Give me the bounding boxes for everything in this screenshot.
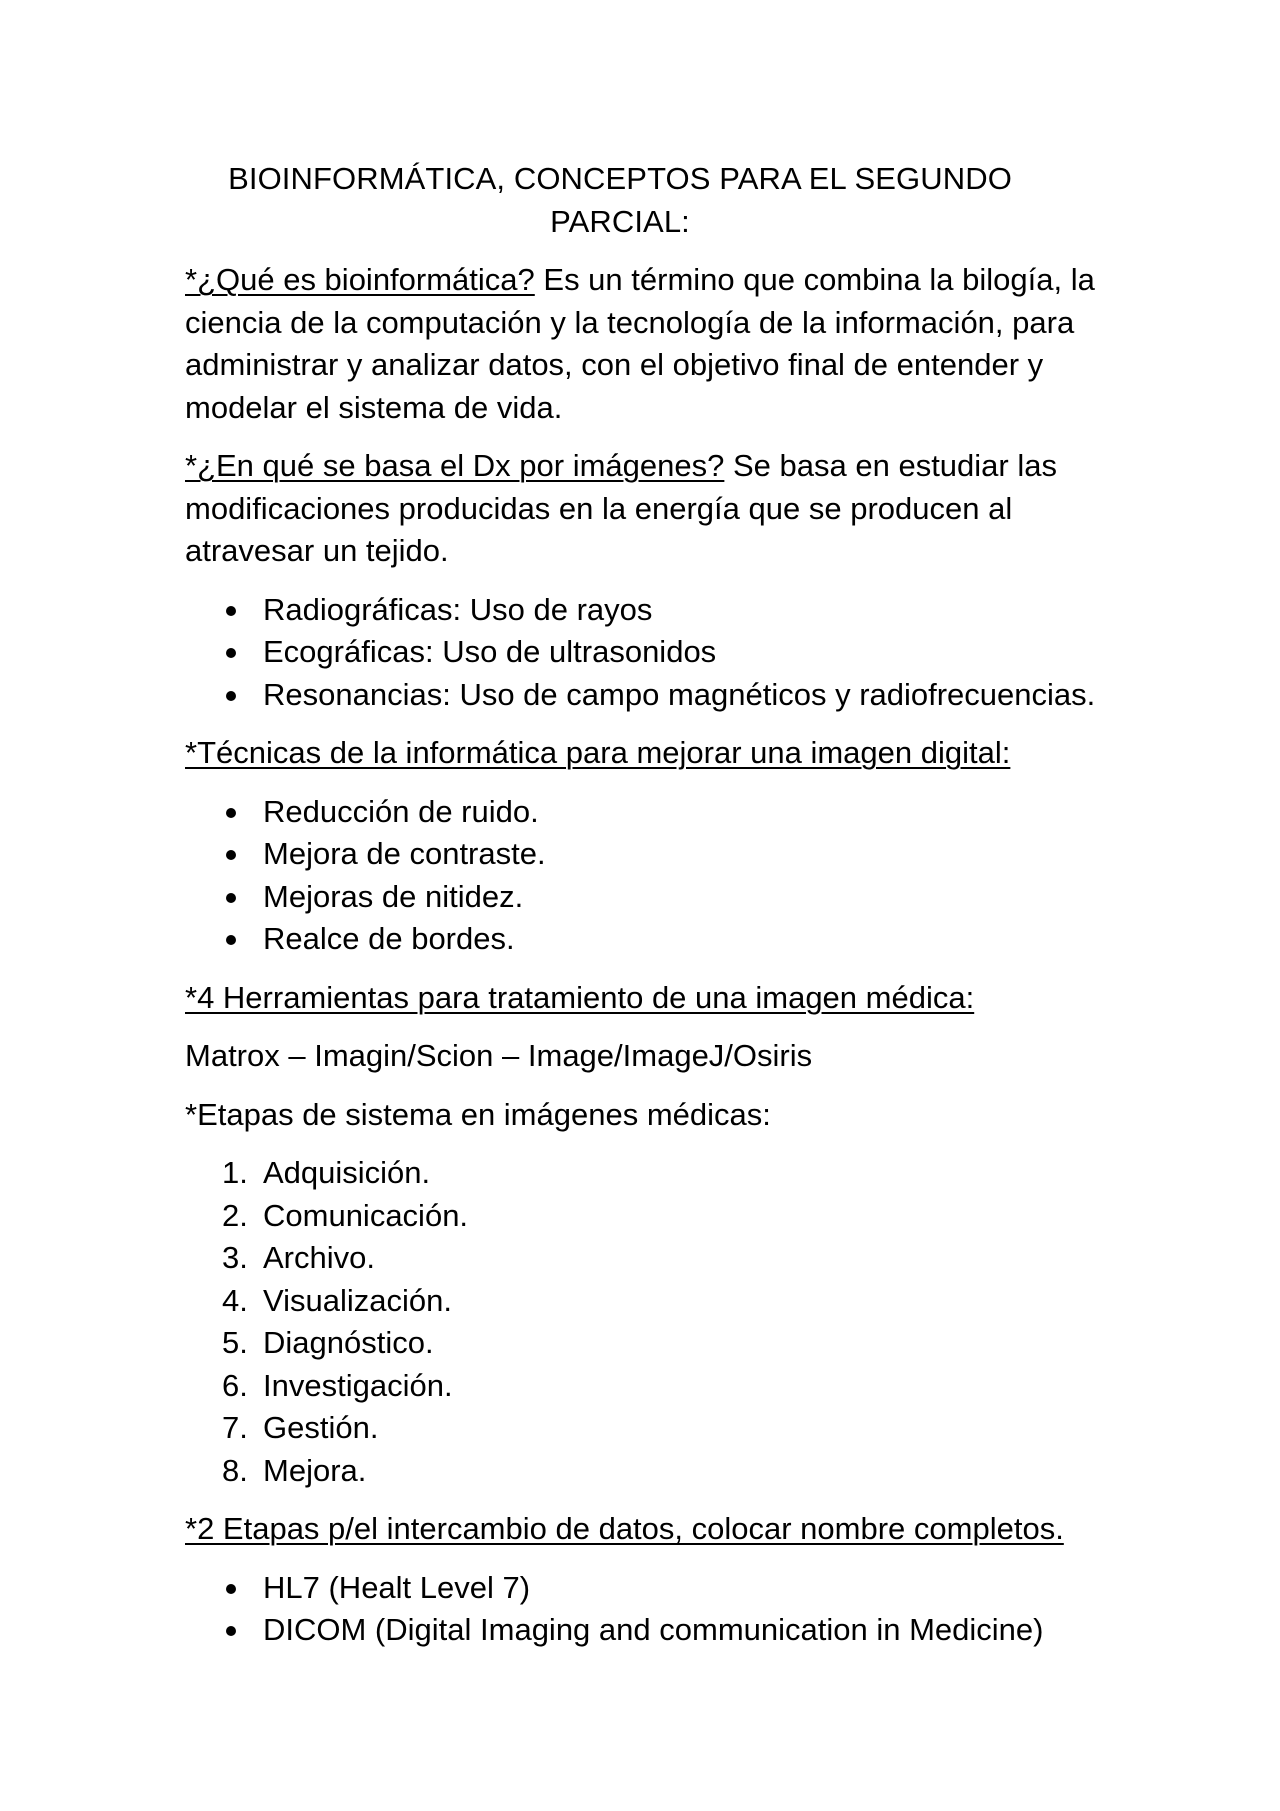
question-5-heading: *Etapas de sistema en imágenes médicas: [185,1096,771,1132]
question-6-block [185,1508,1125,1551]
list-text: Visualización. [263,1282,452,1318]
question-2-heading: *¿En qué se basa el Dx por imágenes? [185,448,725,483]
list-text: Gestión. [263,1410,379,1445]
list-item: Mejora de contraste. [185,833,1125,876]
list-number: 1. [222,1155,248,1190]
question-4-answer: Matrox – Imagin/Scion – Image/ImageJ/Osiris [185,1038,813,1073]
question-what-is-bioinformatics [185,259,1125,429]
list-number: 8. [222,1452,248,1488]
imaging-types-list [185,589,1125,717]
list-item: HL7 (Healt Level 7) [185,1567,1125,1610]
list-text: Archivo. [263,1240,375,1275]
list-item [185,1152,1125,1195]
list-text: Investigación. [263,1367,453,1403]
list-item: Resonancias: Uso de campo magnéticos y radiofrecuencias. [185,674,1125,717]
list-text: Comunicación. [263,1197,469,1233]
list-number: 2. [222,1197,248,1233]
list-item: DICOM (Digital Imaging and communication in Medicine) [185,1609,1125,1652]
system-stages-list [185,1152,1125,1492]
list-item: Reducción de ruido. [185,791,1125,834]
question-imaging-diagnosis [185,445,1125,573]
list-item [185,1280,1125,1323]
list-item: Realce de bordes. [185,918,1125,961]
list-item [185,1407,1125,1450]
list-item: Ecográficas: Uso de ultrasonidos [185,631,1125,674]
question-6-heading: *2 Etapas p/el intercambio de datos, colocar nombre completos. [185,1511,1064,1546]
document-title: BIOINFORMÁTICA, CONCEPTOS PARA EL SEGUNDO PARCIAL: [228,161,1012,239]
question-4-block [185,977,1125,1020]
list-text: Diagnóstico. [263,1325,434,1360]
list-number: 7. [222,1410,248,1445]
question-1-answer: Es un término que combina la bilogía, la ciencia de la computación y la tecnología de la información, para administrar y analizar datos, con el objetivo final de entender y modelar el sistema de vida. [185,262,1095,425]
question-1-heading: *¿Qué es bioinformática? [185,262,535,297]
list-item [185,1322,1125,1365]
list-text: Adquisición. [263,1155,431,1190]
list-text: Mejora. [263,1452,367,1488]
list-item: Radiográficas: Uso de rayos [185,589,1125,632]
list-item [185,1450,1125,1493]
question-3-heading: *Técnicas de la informática para mejorar una imagen digital: [185,735,1011,770]
list-item [185,1237,1125,1280]
list-number: 3. [222,1240,248,1275]
list-item: Mejoras de nitidez. [185,876,1125,919]
list-item [185,1195,1125,1238]
question-4-heading: *4 Herramientas para tratamiento de una imagen médica: [185,979,975,1015]
question-2-answer: Se basa en estudiar las modificaciones producidas en la energía que se producen al atravesar un tejido. [185,448,1057,568]
list-item [185,1365,1125,1408]
image-enhancement-list [185,791,1125,961]
list-number: 6. [222,1367,248,1403]
list-number: 5. [222,1325,248,1360]
data-exchange-list [185,1567,1125,1652]
list-number: 4. [222,1282,248,1318]
question-3-block [185,732,1125,775]
document-page [185,158,1125,1668]
